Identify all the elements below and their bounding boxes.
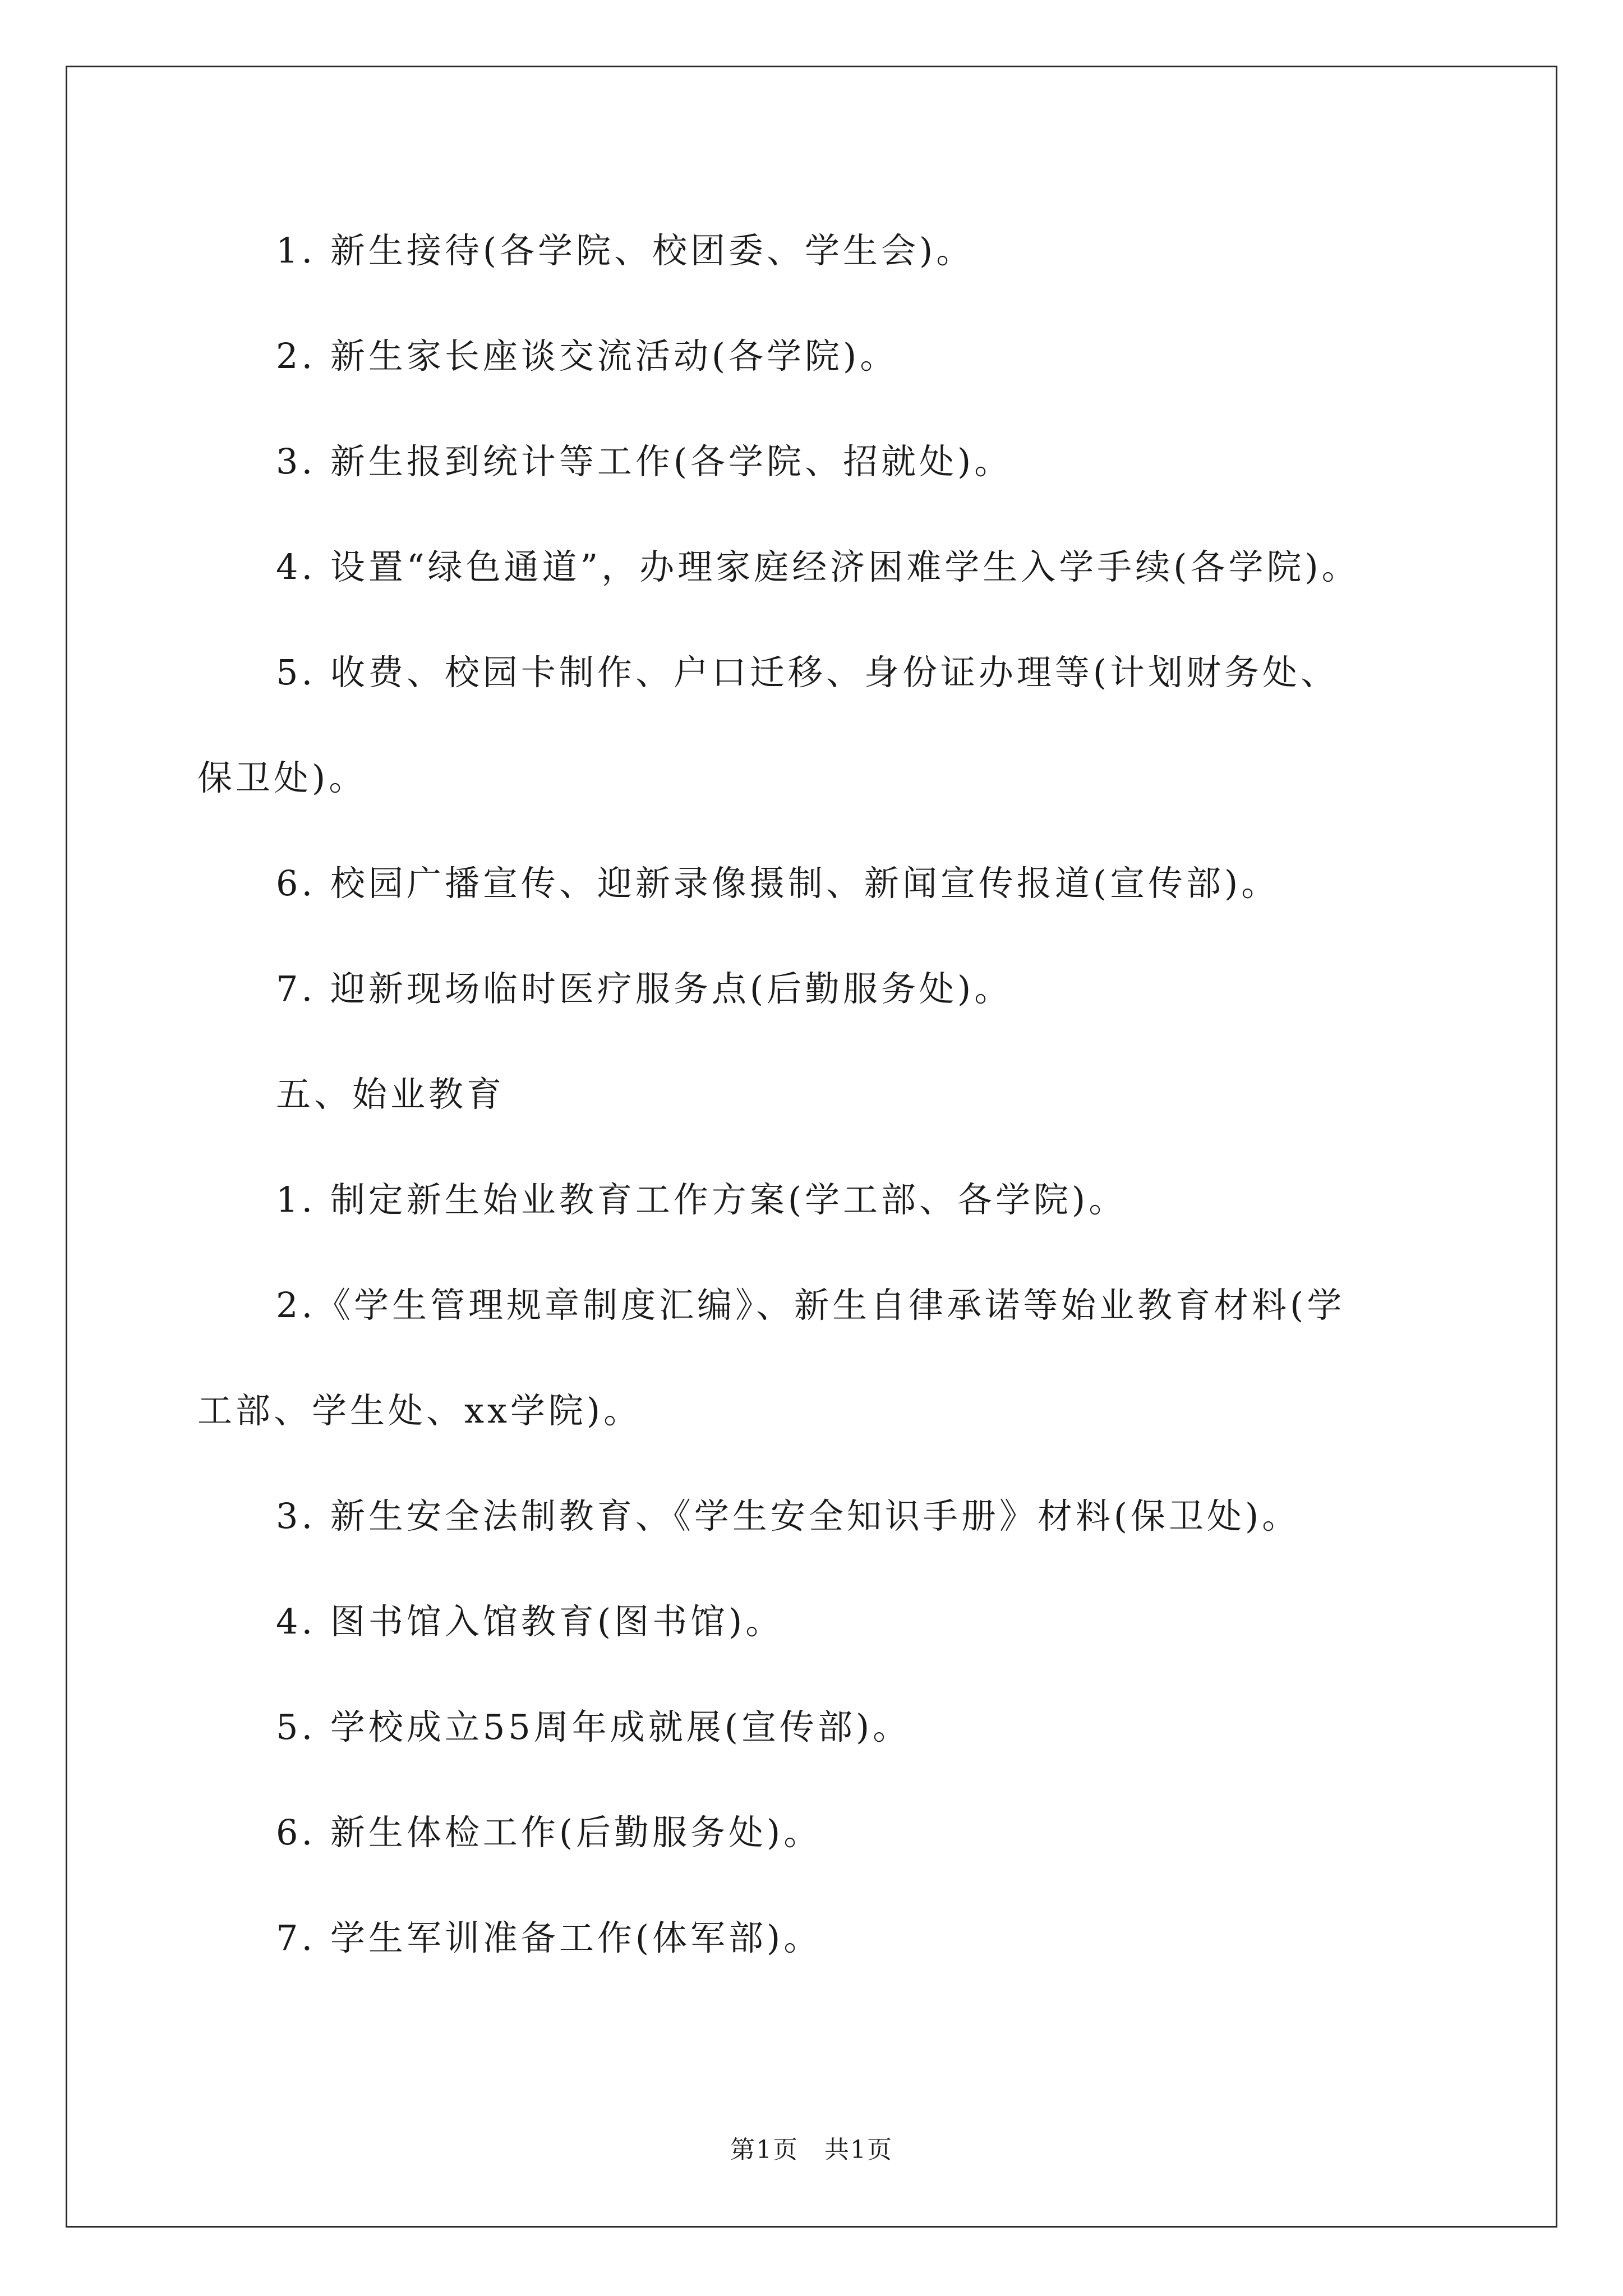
paragraph: 5. 收费、校园卡制作、户口迁移、身份证办理等(计划财务处、 [276, 652, 1339, 693]
paragraph: 1. 新生接待(各学院、校团委、学生会)。 [276, 230, 975, 271]
paragraph: 保卫处)。 [197, 757, 367, 798]
paragraph: 6. 新生体检工作(后勤服务处)。 [276, 1812, 822, 1853]
paragraph: 6. 校园广播宣传、迎新录像摄制、新闻宣传报道(宣传部)。 [276, 863, 1280, 904]
paragraph: 2. 新生家长座谈交流活动(各学院)。 [276, 335, 898, 376]
paragraph: 7. 学生军训准备工作(体军部)。 [276, 1917, 822, 1958]
paragraph: 工部、学生处、xx学院)。 [197, 1390, 642, 1431]
paragraph: 3. 新生报到统计等工作(各学院、招就处)。 [276, 441, 1013, 482]
paragraph: 4. 设置“绿色通道”，办理家庭经济困难学生入学手续(各学院)。 [276, 546, 1360, 587]
page-number-footer: 第1页 共1页 [730, 2136, 893, 2164]
paragraph: 4. 图书馆入馆教育(图书馆)。 [276, 1601, 784, 1642]
section-heading: 五、始业教育 [276, 1074, 505, 1115]
paragraph: 7. 迎新现场临时医疗服务点(后勤服务处)。 [276, 968, 1013, 1009]
paragraph: 2.《学生管理规章制度汇编》、新生自律承诺等始业教育材料(学 [276, 1285, 1345, 1326]
paragraph: 5. 学校成立55周年成就展(宣传部)。 [276, 1706, 911, 1747]
paragraph: 3. 新生安全法制教育、《学生安全知识手册》材料(保卫处)。 [276, 1496, 1301, 1536]
paragraph: 1. 制定新生始业教育工作方案(学工部、各学院)。 [276, 1179, 1127, 1220]
